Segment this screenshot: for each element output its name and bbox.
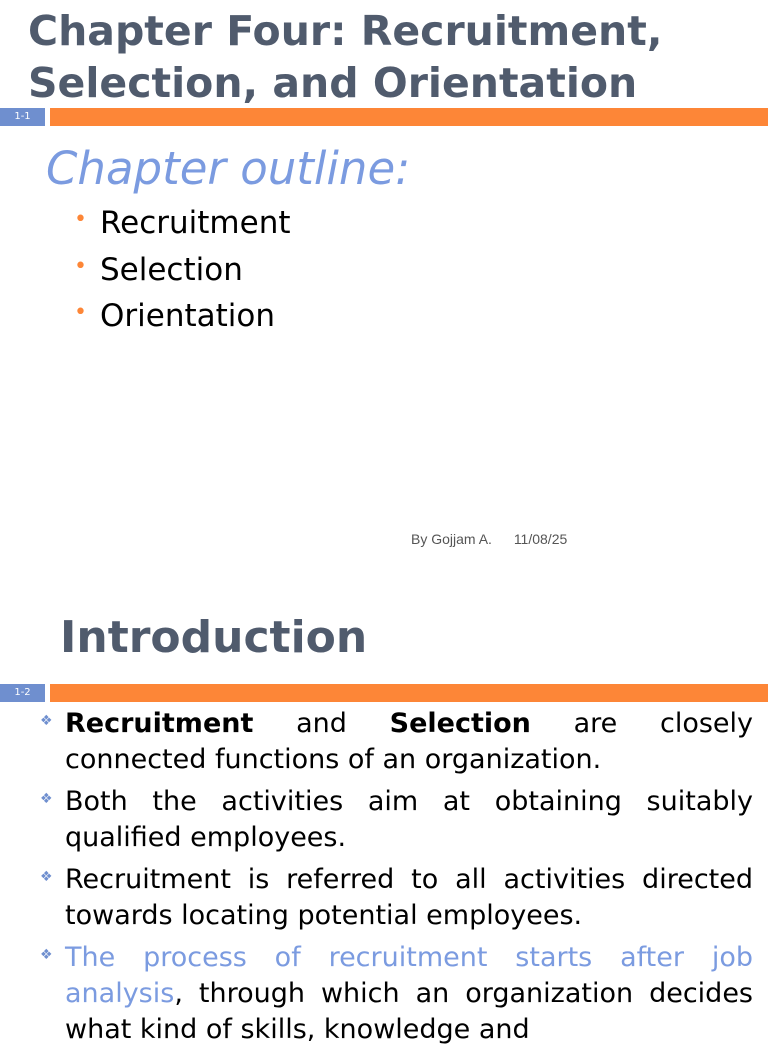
diamond-bullet-icon: ❖ bbox=[40, 869, 53, 885]
intro-bullet-item bbox=[40, 940, 753, 1048]
accent-stripe bbox=[50, 108, 768, 126]
outline-item bbox=[74, 247, 291, 294]
highlighted-text: The process of recruitment starts after job analysis bbox=[65, 942, 753, 1009]
outline-item-label: Selection bbox=[100, 251, 243, 288]
slide-header-bar bbox=[0, 108, 768, 126]
bullet-dot-icon: • bbox=[74, 300, 87, 325]
outline-item-label: Recruitment bbox=[100, 205, 291, 241]
title-line-2: Selection, and Orientation bbox=[28, 59, 638, 107]
bullet-text: are closely connected functions of an organization. bbox=[65, 708, 754, 775]
bullet-text: and bbox=[253, 708, 390, 739]
bold-term: Selection bbox=[389, 708, 531, 739]
outline-heading: Chapter outline: bbox=[46, 142, 411, 195]
bullet-dot-icon: • bbox=[74, 207, 87, 232]
diamond-bullet-icon: ❖ bbox=[40, 947, 53, 963]
accent-stripe bbox=[50, 684, 768, 702]
bullet-text: Both the activities aim at obtaining suitably qualified employees. bbox=[65, 786, 753, 853]
slide-number-badge: 1-1 bbox=[0, 108, 45, 126]
title-line-1: Chapter Four: Recruitment, bbox=[28, 7, 663, 55]
diamond-bullet-icon: ❖ bbox=[40, 713, 53, 729]
slide-number-badge: 1-2 bbox=[0, 684, 45, 702]
outline-list bbox=[74, 200, 291, 340]
bullet-dot-icon: • bbox=[74, 253, 87, 279]
diamond-bullet-icon: ❖ bbox=[40, 791, 53, 807]
intro-bullet-list bbox=[40, 706, 753, 1054]
bullet-text: , through which an organization decides what kind of skills, knowledge and bbox=[65, 978, 753, 1045]
footer-date: 11/08/25 bbox=[513, 531, 568, 547]
intro-bullet-item bbox=[40, 706, 753, 778]
bullet-text: Recruitment is referred to all activities directed towards locating potential employees. bbox=[65, 864, 753, 931]
slide-title: Introduction bbox=[60, 612, 368, 663]
slide-footer bbox=[411, 531, 567, 547]
intro-bullet-item bbox=[40, 862, 753, 934]
outline-item-label: Orientation bbox=[100, 298, 276, 334]
slide-title bbox=[28, 5, 662, 109]
slide-header-bar bbox=[0, 684, 768, 702]
outline-item bbox=[74, 293, 291, 340]
footer-author: By Gojjam A. bbox=[411, 531, 492, 547]
outline-item bbox=[74, 200, 291, 247]
bold-term: Recruitment bbox=[65, 708, 254, 739]
intro-bullet-item bbox=[40, 784, 753, 856]
